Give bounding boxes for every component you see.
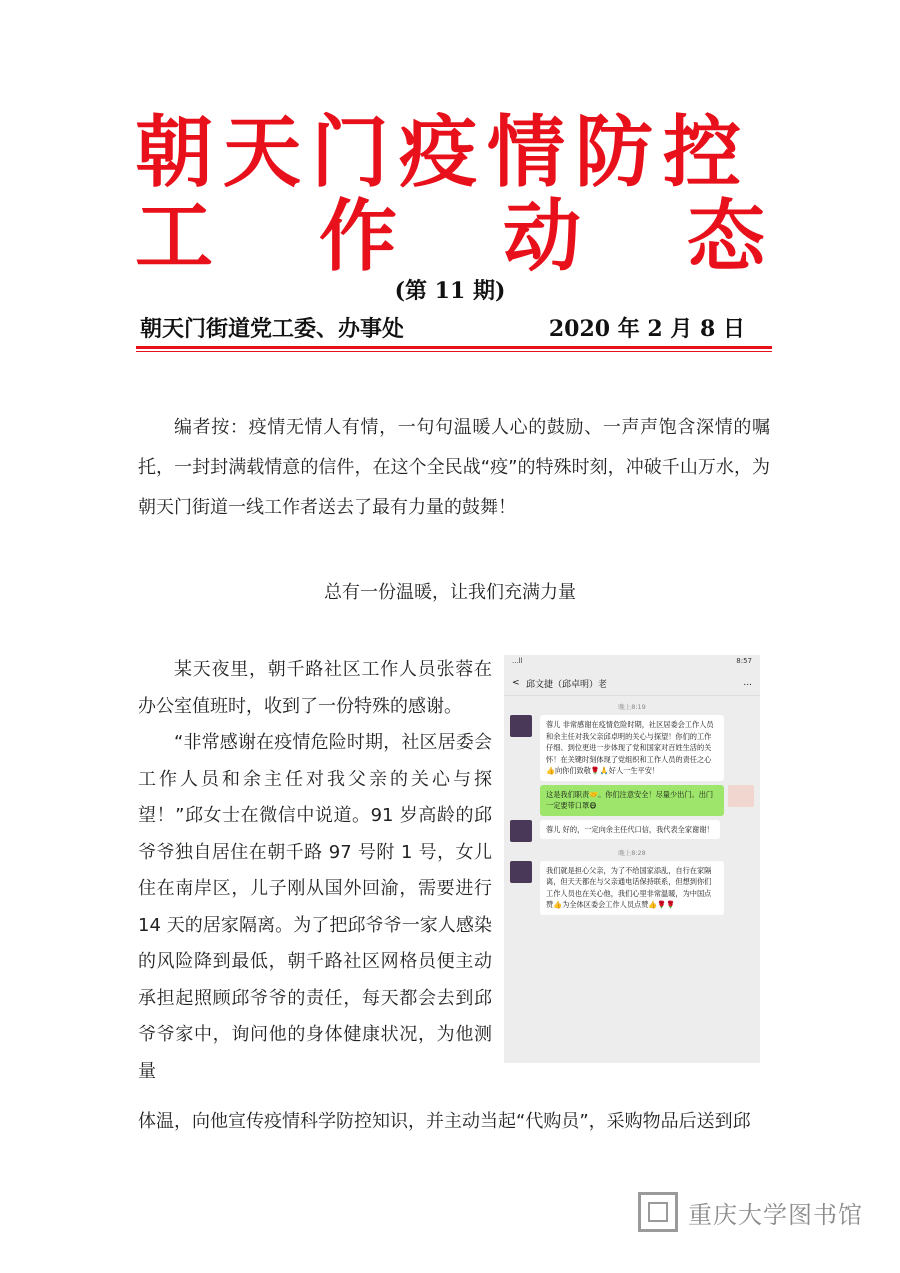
chat-message [510, 715, 754, 781]
publisher-org: 朝天门街道党工委、办事处 [140, 316, 405, 342]
chat-message [510, 861, 754, 915]
back-arrow-icon: < [512, 678, 520, 688]
library-logo-icon [638, 1192, 678, 1232]
message-bubble: 蓉儿 非常感谢在疫情危险时期，社区居委会工作人员和余主任对我父亲邱卓明的关心与探望！你们的工作仔细、到位更进一步体现了党和国家对百姓生活的关怀！在关键时刻体现了党组织和工作人员的责任之心👍向你们致敬🌹🙏好人一生平安！ [540, 715, 724, 781]
message-bubble: 这是我们职责🤝。你们注意安全！尽量少出门。出门一定要带口罩😷 [540, 785, 724, 816]
chat-timestamp: 晚上8:19 [618, 703, 646, 711]
library-watermark [638, 1192, 863, 1232]
chat-header [504, 671, 760, 696]
signal-icon: ...ll [512, 657, 523, 665]
article-subtitle: 总有一份温暖，让我们充满力量 [324, 582, 576, 603]
message-bubble: 我们就是担心父亲，为了不给国家添乱，自行在家隔离，但天天都在与父亲通电话保持联系，但想到你们工作人员也在关心他，我们心里非常温暖，为中国点赞👍为全体区委会工作人员点赞👍🌹🌹 [540, 861, 724, 915]
wechat-screenshot [504, 655, 760, 1063]
message-bubble: 蓉儿 好的，一定向余主任代口信，我代表全家谢谢！ [540, 820, 720, 840]
avatar [510, 820, 532, 842]
masthead-title-line1: 朝天门疫情防控 [135, 107, 752, 198]
avatar [510, 715, 532, 737]
publish-date: 2020 年 2 月 8 日 [548, 316, 745, 342]
issue-number: (第 11 期) [394, 278, 506, 304]
title-char: 工 [135, 191, 214, 282]
chat-timestamp: 晚上8:28 [618, 848, 646, 857]
chat-contact-name: 邱文捷（邱卓明）老 [526, 679, 608, 690]
body-paragraph-continued: 体温，向他宣传疫情科学防控知识，并主动当起“代购员”，采购物品后送到邱 [138, 1111, 751, 1132]
phone-status-bar [504, 655, 760, 671]
header-rule-thin [136, 351, 772, 352]
avatar [728, 785, 754, 807]
masthead-title-line2 [135, 192, 765, 282]
masthead-meta [140, 312, 770, 346]
article-body [138, 652, 492, 1090]
body-paragraph: 某天夜里，朝千路社区工作人员张蓉在办公室值班时，收到了一份特殊的感谢。 [138, 659, 492, 717]
title-char: 态 [686, 191, 765, 282]
header-rule-thick [136, 346, 772, 349]
chat-message [510, 820, 754, 842]
library-name: 重庆大学图书馆 [688, 1200, 863, 1229]
title-char: 作 [318, 191, 397, 282]
clock: 8:57 [736, 657, 752, 665]
chat-message [510, 785, 754, 816]
avatar [510, 861, 532, 883]
body-paragraph: “非常感谢在疫情危险时期，社区居委会工作人员和余主任对我父亲的关心与探望！”邱女士在微信中说道。91 岁高龄的邱爷爷独自居住在朝千路 97 号附 1 号，女儿住在南岸区，儿子刚从国外回渝，需要进行 14 天的居家隔离。为了把邱爷爷一家人感染的风险降到最低，朝千路社区网格员便主动承担起照顾邱爷爷的责任，每天都会去到邱爷爷家中，询问他的身体健康状况，为他测量 [138, 732, 492, 1082]
editor-note: 编者按：疫情无情人有情，一句句温暖人心的鼓励、一声声饱含深情的嘱托，一封封满载情意的信件，在这个全民战“疫”的特殊时刻，冲破千山万水，为朝天门街道一线工作者送去了最有力量的鼓舞！ [138, 417, 770, 518]
more-icon: ... [743, 678, 752, 688]
title-char: 动 [502, 191, 581, 282]
